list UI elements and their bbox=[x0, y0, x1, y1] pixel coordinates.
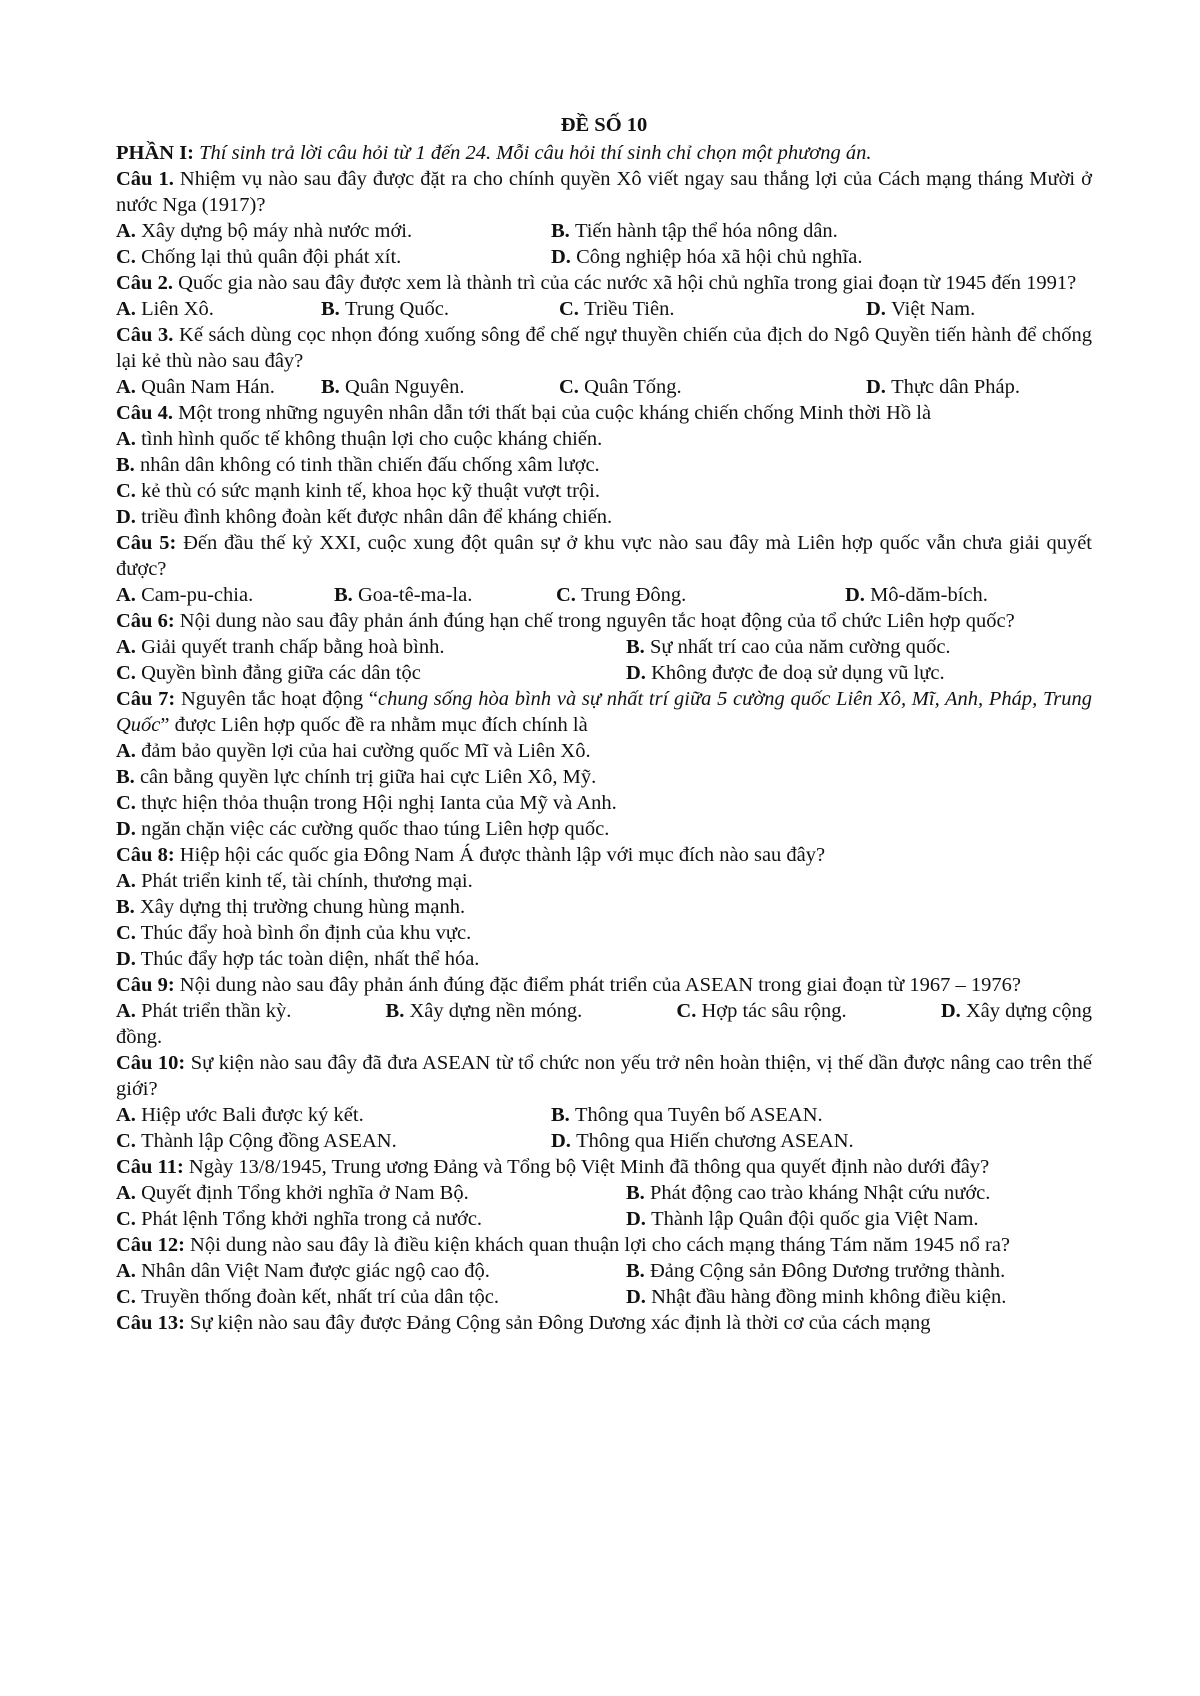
question-1 bbox=[116, 166, 1092, 218]
question-label: Câu 6: bbox=[116, 610, 175, 632]
option-b[interactable]: B. cân bằng quyền lực chính trị giữa hai cực Liên Xô, Mỹ. bbox=[116, 766, 597, 788]
options-row bbox=[116, 374, 1092, 400]
option-d[interactable]: D. triều đình không đoàn kết được nhân dân để kháng chiến. bbox=[116, 506, 613, 528]
option-b[interactable]: B. nhân dân không có tinh thần chiến đấu chống xâm lược. bbox=[116, 454, 600, 476]
question-label: Câu 5: bbox=[116, 532, 177, 554]
option-c[interactable]: C. thực hiện thỏa thuận trong Hội nghị Ianta của Mỹ và Anh. bbox=[116, 792, 617, 814]
option-a[interactable]: A. đảm bảo quyền lợi của hai cường quốc Mĩ và Liên Xô. bbox=[116, 740, 591, 762]
question-text: Sự kiện nào sau đây đã đưa ASEAN từ tổ chức non yếu trở nên hoàn thiện, vị thế dần được nâng cao trên thế giới? bbox=[116, 1052, 1093, 1100]
question-text-post: ” được Liên hợp quốc đề ra nhằm mục đích chính là bbox=[160, 714, 588, 736]
part-label: PHẦN I: bbox=[116, 142, 195, 164]
options-row bbox=[116, 1284, 1092, 1310]
question-text: Một trong những nguyên nhân dẫn tới thất bại của cuộc kháng chiến chống Minh thời Hồ là bbox=[178, 402, 932, 424]
question-text: Sự kiện nào sau đây được Đảng Cộng sản Đông Dương xác định là thời cơ của cách mạng bbox=[190, 1312, 931, 1334]
option-d-continuation: đồng. bbox=[116, 1026, 163, 1048]
option-d[interactable]: D. Xây dựng cộng bbox=[940, 1000, 1092, 1022]
option-a[interactable]: A. Nhân dân Việt Nam được giác ngộ cao độ. bbox=[116, 1260, 490, 1282]
options-row bbox=[116, 1102, 1092, 1128]
option-a[interactable]: A. Hiệp ước Bali được ký kết. bbox=[116, 1104, 364, 1126]
question-label: Câu 8: bbox=[116, 844, 175, 866]
option-c[interactable]: C. Thành lập Cộng đồng ASEAN. bbox=[116, 1130, 397, 1152]
question-label: Câu 1. bbox=[116, 168, 174, 190]
option-d[interactable]: D. Thực dân Pháp. bbox=[866, 376, 1021, 398]
option-b[interactable]: B. Tiến hành tập thể hóa nông dân. bbox=[551, 220, 838, 242]
question-label: Câu 10: bbox=[116, 1052, 186, 1074]
option-a[interactable]: A. Xây dựng bộ máy nhà nước mới. bbox=[116, 220, 413, 242]
options-row bbox=[116, 582, 1092, 608]
options-row bbox=[116, 998, 1092, 1024]
question-6 bbox=[116, 608, 1092, 634]
option-d[interactable]: D. Thúc đẩy hợp tác toàn diện, nhất thể hóa. bbox=[116, 948, 480, 970]
options-row bbox=[116, 1180, 1092, 1206]
question-text: Đến đầu thế kỷ XXI, cuộc xung đột quân sự ở khu vực nào sau đây mà Liên hợp quốc vẫn chưa giải quyết được? bbox=[116, 532, 1092, 580]
option-d[interactable]: D. Không được đe doạ sử dụng vũ lực. bbox=[626, 662, 945, 684]
option-c[interactable]: C. Quân Tống. bbox=[559, 376, 682, 398]
question-text: Ngày 13/8/1945, Trung ương Đảng và Tổng bộ Việt Minh đã thông qua quyết định nào dưới đây? bbox=[188, 1156, 990, 1178]
question-3 bbox=[116, 322, 1092, 374]
part-text: Thí sinh trả lời câu hỏi từ 1 đến 24. Mỗi câu hỏi thí sinh chỉ chọn một phương án. bbox=[199, 142, 872, 164]
question-text: Kế sách dùng cọc nhọn đóng xuống sông để chế ngự thuyền chiến của địch do Ngô Quyền tiến hành để chống lại kẻ thù nào sau đây? bbox=[116, 324, 1092, 372]
question-label: Câu 2. bbox=[116, 272, 173, 294]
option-b[interactable]: B. Goa-tê-ma-la. bbox=[334, 584, 473, 606]
option-a[interactable]: A. Quyết định Tổng khởi nghĩa ở Nam Bộ. bbox=[116, 1182, 469, 1204]
options-row bbox=[116, 660, 1092, 686]
option-c[interactable]: C. Quyền bình đẳng giữa các dân tộc bbox=[116, 662, 421, 684]
option-a[interactable]: A. Liên Xô. bbox=[116, 298, 214, 320]
option-a[interactable]: A. Cam-pu-chia. bbox=[116, 584, 254, 606]
page-title: ĐỀ SỐ 10 bbox=[560, 114, 648, 136]
options-row bbox=[116, 1128, 1092, 1154]
option-d[interactable]: D. Thông qua Hiến chương ASEAN. bbox=[551, 1130, 854, 1152]
option-c[interactable]: C. kẻ thù có sức mạnh kinh tế, khoa học kỹ thuật vượt trội. bbox=[116, 480, 600, 502]
option-d[interactable]: D. Nhật đầu hàng đồng minh không điều kiện. bbox=[626, 1286, 1007, 1308]
option-b[interactable]: B. Phát động cao trào kháng Nhật cứu nước. bbox=[626, 1182, 991, 1204]
question-label: Câu 12: bbox=[116, 1234, 185, 1256]
options-row bbox=[116, 296, 1092, 322]
options-row bbox=[116, 1206, 1092, 1232]
question-13 bbox=[116, 1310, 1092, 1336]
question-label: Câu 9: bbox=[116, 974, 175, 996]
question-text-pre: Nguyên tắc hoạt động “ bbox=[180, 688, 378, 710]
options-row bbox=[116, 244, 1092, 270]
option-d[interactable]: D. Việt Nam. bbox=[866, 298, 976, 320]
question-label: Câu 11: bbox=[116, 1156, 184, 1178]
question-7 bbox=[116, 686, 1092, 738]
option-b[interactable]: B. Quân Nguyên. bbox=[321, 376, 465, 398]
option-d[interactable]: D. Mô-dăm-bích. bbox=[845, 584, 988, 606]
question-2 bbox=[116, 270, 1092, 296]
option-c[interactable]: C. Truyền thống đoàn kết, nhất trí của dân tộc. bbox=[116, 1286, 499, 1308]
question-label: Câu 4. bbox=[116, 402, 173, 424]
question-5 bbox=[116, 530, 1092, 582]
question-8 bbox=[116, 842, 1092, 868]
question-text: Nội dung nào sau đây phản ánh đúng hạn chế trong nguyên tắc hoạt động của tổ chức Liên hợp quốc? bbox=[179, 610, 1015, 632]
question-text: Hiệp hội các quốc gia Đông Nam Á được thành lập với mục đích nào sau đây? bbox=[179, 844, 826, 866]
option-c[interactable]: C. Triều Tiên. bbox=[559, 298, 675, 320]
option-c[interactable]: C. Thúc đẩy hoà bình ổn định của khu vực. bbox=[116, 922, 472, 944]
question-label: Câu 7: bbox=[116, 688, 176, 710]
option-b[interactable]: B. Đảng Cộng sản Đông Dương trưởng thành. bbox=[626, 1260, 1006, 1282]
option-a[interactable]: A. tình hình quốc tế không thuận lợi cho cuộc kháng chiến. bbox=[116, 428, 603, 450]
option-b[interactable]: B. Xây dựng nền móng. bbox=[385, 1000, 583, 1022]
option-a[interactable]: A. Phát triển thần kỳ. bbox=[116, 1000, 292, 1022]
option-c[interactable]: C. Hợp tác sâu rộng. bbox=[676, 1000, 847, 1022]
option-d[interactable]: D. Công nghiệp hóa xã hội chủ nghĩa. bbox=[551, 246, 863, 268]
question-12 bbox=[116, 1232, 1092, 1258]
option-b[interactable]: B. Sự nhất trí cao của năm cường quốc. bbox=[626, 636, 951, 658]
question-label: Câu 13: bbox=[116, 1312, 185, 1334]
option-a[interactable]: A. Giải quyết tranh chấp bằng hoà bình. bbox=[116, 636, 445, 658]
question-11 bbox=[116, 1154, 1092, 1180]
question-9 bbox=[116, 972, 1092, 998]
option-c[interactable]: C. Trung Đông. bbox=[556, 584, 687, 606]
option-d[interactable]: D. Thành lập Quân đội quốc gia Việt Nam. bbox=[626, 1208, 979, 1230]
option-c[interactable]: C. Phát lệnh Tổng khởi nghĩa trong cả nước. bbox=[116, 1208, 483, 1230]
question-10 bbox=[116, 1050, 1092, 1102]
question-text: Nội dung nào sau đây là điều kiện khách quan thuận lợi cho cách mạng tháng Tám năm 1945 nổ ra? bbox=[190, 1234, 1011, 1256]
question-text-quote: chung sống hòa bình và sự nhất trí giữa 5 cường quốc Liên Xô, Mĩ, Anh, Pháp, Trung Quốc bbox=[116, 688, 1092, 736]
question-text: Nội dung nào sau đây phản ánh đúng đặc điểm phát triển của ASEAN trong giai đoạn từ 1967 – 1976? bbox=[179, 974, 1021, 996]
question-text: Quốc gia nào sau đây được xem là thành trì của các nước xã hội chủ nghĩa trong giai đoạn từ 1945 đến 1991? bbox=[178, 272, 1077, 294]
option-a[interactable]: A. Phát triển kinh tế, tài chính, thương mại. bbox=[116, 870, 473, 892]
question-4 bbox=[116, 400, 1092, 426]
option-d[interactable]: D. ngăn chặn việc các cường quốc thao túng Liên hợp quốc. bbox=[116, 818, 610, 840]
options-row bbox=[116, 634, 1092, 660]
option-a[interactable]: A. Quân Nam Hán. bbox=[116, 376, 275, 398]
option-b[interactable]: B. Xây dựng thị trường chung hùng mạnh. bbox=[116, 896, 466, 918]
options-row bbox=[116, 218, 1092, 244]
options-row bbox=[116, 1258, 1092, 1284]
option-b[interactable]: B. Trung Quốc. bbox=[321, 298, 449, 320]
option-c[interactable]: C. Chống lại thủ quân đội phát xít. bbox=[116, 246, 402, 268]
question-label: Câu 3. bbox=[116, 324, 174, 346]
question-text: Nhiệm vụ nào sau đây được đặt ra cho chính quyền Xô viết ngay sau thắng lợi của Cách mạng tháng Mười ở nước Nga (1917)? bbox=[116, 168, 1093, 216]
option-b[interactable]: B. Thông qua Tuyên bố ASEAN. bbox=[551, 1104, 823, 1126]
part-instruction bbox=[116, 140, 1092, 166]
